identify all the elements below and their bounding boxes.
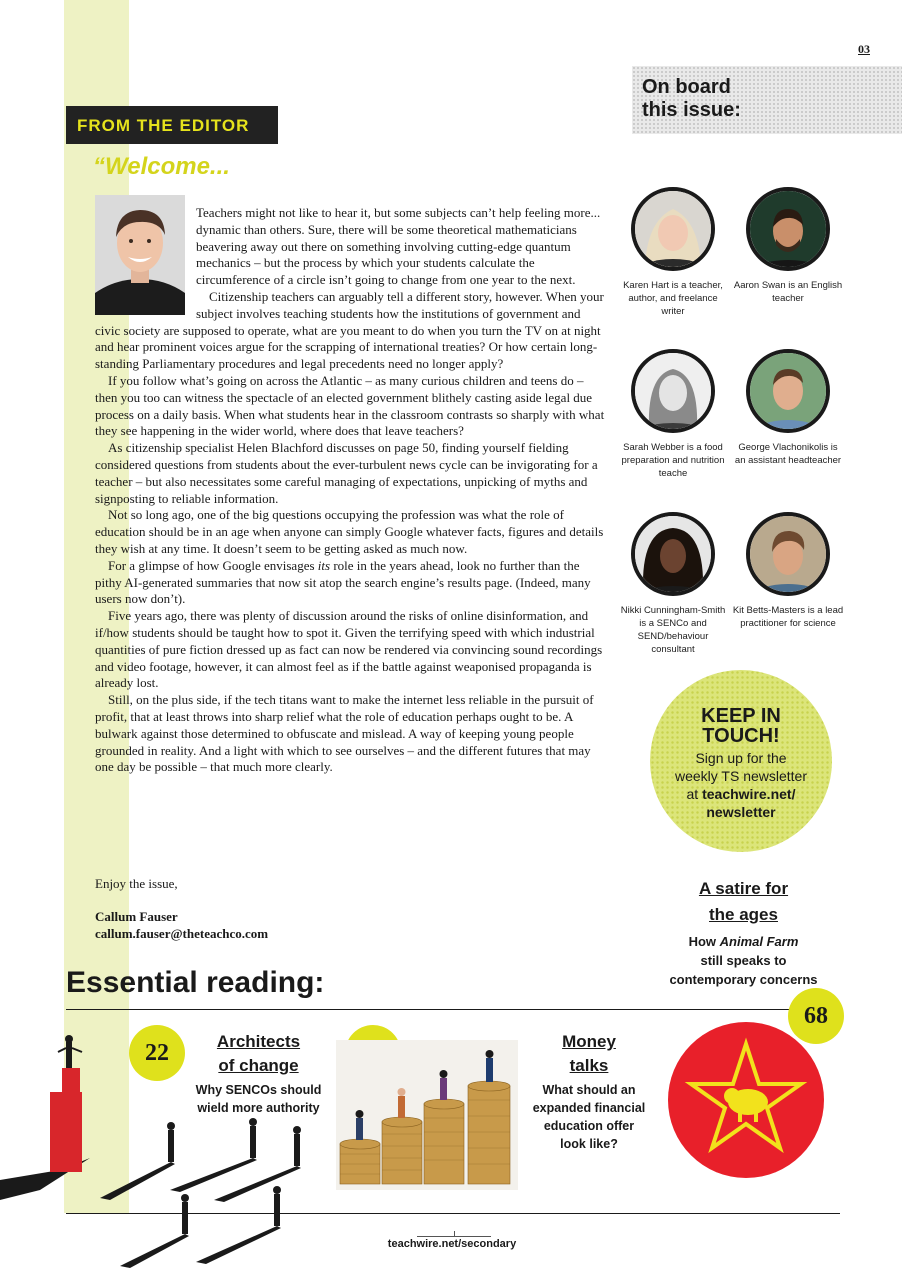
page-badge: 22 [129, 1025, 185, 1081]
section-rule [66, 1009, 840, 1010]
signoff: Enjoy the issue, [95, 876, 178, 891]
on-board-heading [632, 66, 902, 134]
article-desc-line1: Why SENCOs should [195, 1083, 322, 1097]
footer-rule [66, 1213, 840, 1214]
contributor-photo [746, 512, 830, 596]
contributor-kit-betts-masters [732, 512, 844, 630]
welcome-heading: “Welcome... [93, 153, 230, 180]
on-board-line1: On board [642, 76, 731, 98]
coins-illustration [336, 1040, 518, 1190]
contributor-caption: Aaron Swan is an English teacher [733, 280, 843, 304]
promo-text-line1: Sign up for the [695, 750, 787, 766]
contributor-photo [746, 349, 830, 433]
contributor-caption: Kit Betts-Masters is a lead practitioner for science [732, 605, 844, 629]
promo-title-line1: KEEP IN [701, 705, 781, 727]
article-desc-line2: wield more authority [197, 1101, 320, 1115]
contributor-photo [631, 512, 715, 596]
paragraph: As citizenship specialist Helen Blachford discusses on page 50, finding yourself fielding considered questions from students about the ever-turbulent news cycle can be invigorating for a teacher – but also necessitates some careful managing of expectations, unpicking of myths and signposting to reliable information. [95, 440, 598, 506]
footer-ornament [417, 1236, 491, 1237]
feature-title-line1: A satire for [698, 879, 789, 898]
contributor-sarah-webber [617, 349, 729, 480]
animal-farm-star-illustration[interactable] [668, 1022, 824, 1178]
contributor-aaron-swan [732, 187, 844, 305]
footer-ornament-tick [454, 1231, 455, 1236]
promo-text-line2: weekly TS newsletter [674, 768, 807, 784]
editor-email[interactable]: callum.fauser@theteachco.com [95, 926, 269, 941]
contributor-photo [631, 187, 715, 271]
newsletter-promo[interactable] [650, 670, 832, 852]
editorial-body [95, 205, 607, 776]
contributor-caption: Sarah Webber is a food preparation and nutrition teache [621, 442, 725, 479]
article-desc-line2: expanded financial [532, 1101, 646, 1115]
page-number: 03 [858, 42, 870, 56]
paragraph-google: For a glimpse of how Google envisages its role in the years ahead, look no further than the pithy AI-generated summaries that now sit atop the search engine’s results page. (Indeed, many users now don’t). [95, 557, 591, 607]
feature-satire[interactable] [656, 876, 831, 989]
contributor-george-vlachonikolis [732, 349, 844, 467]
footer-url[interactable]: teachwire.net/secondary [387, 1238, 517, 1250]
paragraph: Citizenship teachers can arguably tell a different story, however. When your subject involves teaching students how the institutions of government and civic society are supposed to operate, what are you meant to do when you turn the TV on at night and hear prominent voices argue for the scrapping of international treaties? Or how certain long-standing Parliamentary procedures and legal precedents need no longer apply? [95, 288, 604, 372]
contributor-photo [746, 187, 830, 271]
article-title-line1: Money [562, 1032, 616, 1051]
promo-link[interactable]: at teachwire.net/ [686, 786, 796, 802]
article-title-line2: of change [218, 1056, 299, 1075]
paragraph: Teachers might not like to hear it, but some subjects can’t help feeling more... dynamic than others. Sure, there will be some theoretical mathematicians beavering away out there on something involving cutting-edge quantum mechanics – but the process by which your students calculate the circumference of a circle isn’t going to change from one year to the next. [196, 205, 601, 288]
promo-link-line2[interactable]: newsletter [706, 804, 776, 820]
contributor-photo [631, 349, 715, 433]
paragraph: Not so long ago, one of the big questions occupying the profession was what the role of education should be in an age when anyone can simply Google whatever facts, figures and details they wish at any time. It doesn’t seem to be getting asked as much now. [95, 507, 604, 556]
feature-title-line2: the ages [709, 905, 778, 924]
page-badge: 68 [788, 988, 844, 1044]
contributor-nikki-cunningham-smith [617, 512, 729, 656]
article-title-line2: talks [569, 1056, 609, 1075]
promo-title-line2: TOUCH! [702, 725, 780, 747]
essential-reading-heading: Essential reading: [66, 966, 325, 999]
editor-name: Callum Fauser [95, 909, 178, 924]
paragraph: If you follow what’s going on across the Atlantic – as many curious children and teens do – then you too can witness the spectacle of an elected government blithely casting aside legal due process on a daily basis. When what students hear in the classroom contrasts so sharply with what they see happening in the wider world, where does that leave teachers? [95, 372, 605, 439]
article-architects[interactable] [186, 1030, 331, 1117]
article-desc-line3: education offer [543, 1119, 635, 1133]
article-desc-line4: look like? [560, 1137, 618, 1151]
section-tag: FROM THE EDITOR [66, 106, 278, 144]
contributor-caption: Karen Hart is a teacher, author, and freelance writer [623, 280, 723, 317]
article-money-talks[interactable] [523, 1030, 655, 1153]
article-desc-line1: What should an [542, 1083, 636, 1097]
contributor-karen-hart [617, 187, 729, 318]
paragraph: Five years ago, there was plenty of discussion around the risks of online disinformation, and if/how students should be taught how to spot it. Given the terrifying speed with which industrial quantities of pure fiction dressed up as fact can now be rendered via convincing sound recordings and video footage, however, it can almost feel as if the battle against weaponised propaganda is already lost. [95, 608, 603, 691]
on-board-line2: this issue: [642, 99, 741, 121]
contributor-caption: Nikki Cunningham-Smith is a SENCo and SEND/behaviour consultant [620, 605, 726, 655]
paragraph: Still, on the plus side, if the tech titans want to make the internet less reliable in the pursuit of profit, that at least throws into sharp relief what the role of education perhaps ought to be. A bulwark against those determined to obfuscate and mislead. A way of keeping young people grounded in reality. And a light with which to see ourselves – and the different futures that may one day be possible – that much more clearly. [95, 692, 594, 775]
feature-description: How Animal Farm still speaks to contemporary concerns [669, 934, 818, 987]
article-title-line1: Architects [216, 1032, 301, 1051]
contributor-caption: George Vlachonikolis is an assistant headteacher [734, 442, 842, 466]
